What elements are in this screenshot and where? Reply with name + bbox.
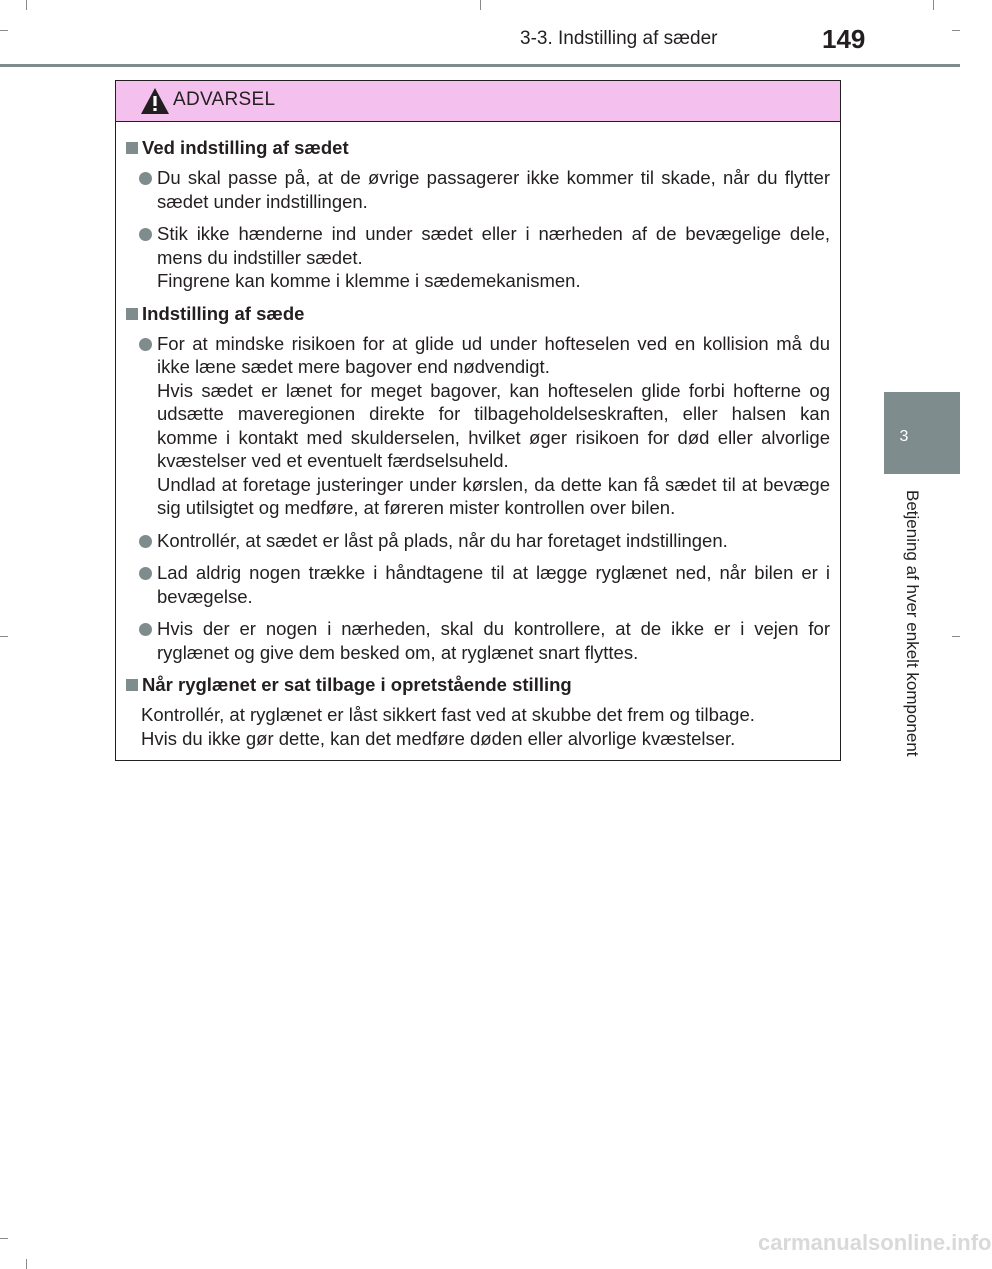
text-line: Kontrollér, at ryglænet er låst sikkert fast ved at skubbe det frem og tilbage.: [141, 704, 755, 725]
text-line: Lad aldrig nogen trække i håndtagene til at lægge ryglænet ned, når bilen er i bevægelse.: [157, 562, 830, 607]
square-bullet-icon: [126, 308, 138, 320]
section-paragraph: [141, 703, 830, 750]
round-bullet-icon: [139, 567, 152, 580]
section-heading-text: Ved indstilling af sædet: [142, 137, 349, 158]
text-line: For at mindske risikoen for at glide ud under hofteselen ved en kollision må du ikke læne sædet mere bagover end nødvendigt.: [157, 332, 830, 377]
crop-mark: [0, 1238, 8, 1239]
list-item-text: [157, 166, 830, 213]
section-upright-backrest: [126, 673, 830, 750]
list-item: [139, 529, 830, 553]
text-line: Undlad at foretage justeringer under kørslen, da dette kan få sædet til at bevæge sig utilsigtet og medføre, at føreren mister kontrollen over bilen.: [157, 473, 830, 518]
section-heading: [126, 673, 830, 697]
page-number: 149: [822, 24, 866, 54]
crop-mark: [0, 30, 8, 31]
round-bullet-icon: [139, 172, 152, 185]
warning-header: [116, 81, 840, 122]
crop-mark: [952, 636, 960, 637]
square-bullet-icon: [126, 142, 138, 154]
list-item: [139, 332, 830, 520]
round-bullet-icon: [139, 623, 152, 636]
warning-triangle-icon: [140, 87, 170, 115]
section-heading-text: Når ryglænet er sat tilbage i opretstående stilling: [142, 674, 572, 695]
text-line: Kontrollér, at sædet er låst på plads, når du har foretaget indstillingen.: [157, 529, 728, 551]
text-line: Hvis der er nogen i nærheden, skal du kontrollere, at de ikke er i vejen for ryglænet og give dem besked om, at ryglænet snart flyttes.: [157, 618, 830, 663]
text-line: Stik ikke hænderne ind under sædet eller i nærheden af de bevægelige dele, mens du indstiller sædet.: [157, 223, 830, 268]
section-heading-text: Indstilling af sæde: [142, 302, 305, 324]
list-item-text: [157, 222, 830, 293]
section-title: 3-3. Indstilling af sæder: [520, 28, 718, 49]
text-line: Du skal passe på, at de øvrige passagerer ikke kommer til skade, når du flytter sædet under indstillingen.: [157, 167, 830, 212]
list-item-text: [157, 529, 728, 553]
list-item: [139, 561, 830, 608]
list-item-text: [157, 617, 830, 664]
chapter-label: Betjening af hver enkelt komponent: [903, 490, 922, 757]
crop-mark: [26, 0, 27, 10]
header-rule: [0, 64, 960, 67]
list-item-text: [157, 332, 830, 520]
section-heading: [126, 136, 830, 160]
warning-body: [116, 122, 840, 750]
list-item: [139, 617, 830, 664]
section-seat-adjustment: [126, 136, 830, 293]
crop-mark: [26, 1259, 27, 1269]
text-line: Fingrene kan komme i klemme i sædemekanismen.: [157, 270, 581, 291]
list-item: [139, 166, 830, 213]
round-bullet-icon: [139, 535, 152, 548]
warning-label: ADVARSEL: [173, 89, 276, 110]
chapter-number: 3: [899, 428, 909, 445]
list-item: [139, 222, 830, 293]
crop-mark: [933, 0, 934, 10]
section-seat-setting: [126, 302, 830, 665]
text-line: Hvis sædet er lænet for meget bagover, kan hofteselen glide forbi hofterne og udsætte maveregionen direkte for tilbageholdelseskraften, eller halsen kan komme i kontakt med skulderselen, hvilket øger risikoen for død eller alvorlige kvæstelser ved et eventuelt færdselsuheld.: [157, 379, 830, 471]
square-bullet-icon: [126, 679, 138, 691]
crop-mark: [480, 0, 481, 10]
round-bullet-icon: [139, 228, 152, 241]
round-bullet-icon: [139, 338, 152, 351]
crop-mark: [0, 636, 8, 637]
section-heading: [126, 302, 830, 326]
warning-box: [115, 80, 841, 761]
crop-mark: [952, 30, 960, 31]
list-item-text: [157, 561, 830, 608]
watermark: carmanualsonline.info: [758, 1230, 992, 1255]
text-line: Hvis du ikke gør dette, kan det medføre døden eller alvorlige kvæstelser.: [141, 727, 736, 749]
